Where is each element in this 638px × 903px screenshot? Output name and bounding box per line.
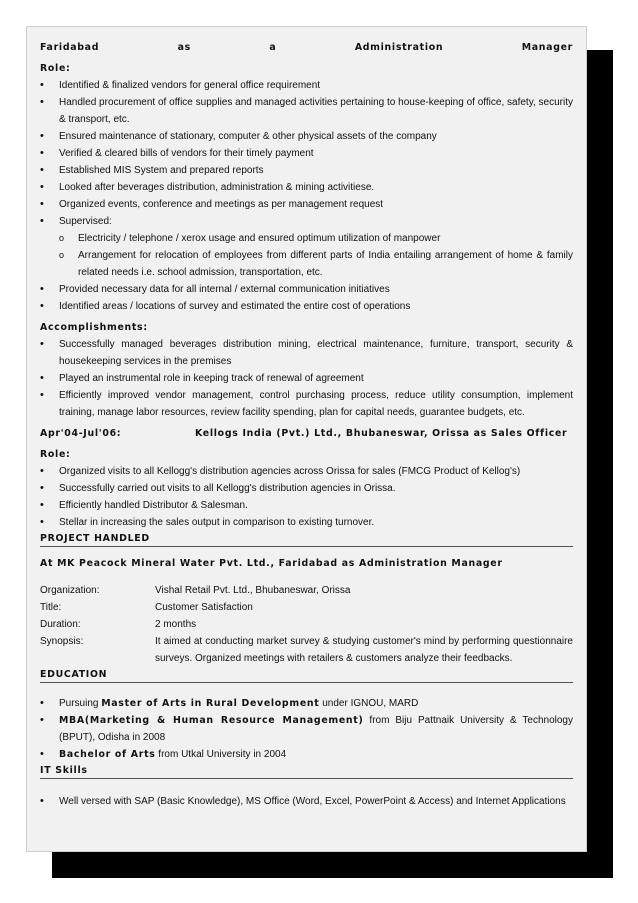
job2-period: Apr'04-Jul'06: [40,428,122,439]
job2-company: Kellogs India (Pvt.) Ltd., Bhubaneswar, Orissa as Sales Officer [195,428,568,439]
sub-list-item: o Arrangement for relocation of employees from different parts of India entailing arrangement of home & family related needs i.e. school admission, transportation, etc. [59,247,573,281]
education-item [40,746,573,763]
project-row [40,616,573,633]
education-degree: Bachelor of Arts [59,749,156,760]
project-row-key: Organization: [40,585,100,596]
job-header-word: a [269,42,277,53]
education-list [40,695,573,763]
role-heading: Role: [40,63,71,74]
project-row [40,633,573,667]
project-row-key: Title: [40,602,62,613]
education-item-detail: from Biju Pattnaik University & Technology (BPUT), Odisha in 2008 [59,715,573,743]
project-row [40,582,573,599]
list-item: • Efficiently improved vendor management, control purchasing process, reduce utility consumption, implement training, manage labor resources, review facility spending, plan for capital needs, guarantee budgets, etc. [40,387,573,421]
job-header-word: as [177,42,191,53]
it-skills-section-heading: IT Skills [40,763,573,779]
education-section-heading: EDUCATION [40,667,573,683]
list-item: • Stellar in increasing the sales output in comparison to existing turnover. [40,514,573,531]
project-row-value: Customer Satisfaction [155,602,253,613]
role-list [40,77,573,315]
project-row-value: It aimed at conducting market survey & studying customer's mind by performing questionnaire surveys. Organized meetings with retailers & customers analyze their feedbacks. [155,636,573,664]
job2-header [40,425,573,442]
job-header-word: Administration [354,42,444,53]
project-row-key: Synopsis: [40,636,84,647]
accomplishments-heading: Accomplishments: [40,322,148,333]
project-row [40,599,573,616]
education-item-detail: under IGNOU, MARD [319,698,419,709]
list-item: • Played an instrumental role in keeping track of renewal of agreement [40,370,573,387]
accomplishments-list [40,336,573,421]
list-item: • Provided necessary data for all internal / external communication initiatives [40,281,573,298]
project-details [40,582,573,667]
project-org-line: At MK Peacock Mineral Water Pvt. Ltd., Faridabad as Administration Manager [40,558,503,569]
list-item: • Well versed with SAP (Basic Knowledge), MS Office (Word, Excel, PowerPoint & Access) and Internet Applications [40,793,573,810]
list-item-label: Supervised: [59,216,112,227]
it-skills-list [40,793,573,810]
list-item: • Handled procurement of office supplies and managed activities pertaining to house-keeping of office, safety, security & transport, etc. [40,94,573,128]
list-item: • Established MIS System and prepared reports [40,162,573,179]
project-row-value: 2 months [155,619,197,630]
education-item-prefix: Pursuing [59,698,102,709]
job-header-word: Faridabad [40,42,100,53]
education-item-detail: from Utkal University in 2004 [155,749,287,760]
list-item: • Verified & cleared bills of vendors for their timely payment [40,145,573,162]
education-item [40,695,573,712]
job-header-word: Manager [521,42,573,53]
job-header [40,39,573,56]
project-section-heading: PROJECT HANDLED [40,531,573,547]
sub-list [59,230,573,281]
list-item: • Ensured maintenance of stationary, computer & other physical assets of the company [40,128,573,145]
sub-list-item: o Electricity / telephone / xerox usage and ensured optimum utilization of manpower [59,230,573,247]
list-item: • Successfully managed beverages distribution mining, electrical maintenance, furniture, transport, security & housekeeping services in the premises [40,336,573,370]
education-item [40,712,573,746]
role-heading: Role: [40,449,71,460]
list-item: • Successfully carried out visits to all Kellogg's distribution agencies in Orissa. [40,480,573,497]
list-item: • Efficiently handled Distributor & Salesman. [40,497,573,514]
list-item: • Identified areas / locations of survey and estimated the entire cost of operations [40,298,573,315]
project-row-value: Vishal Retail Pvt. Ltd., Bhubaneswar, Orissa [155,585,351,596]
role2-list [40,463,573,531]
list-item [40,213,573,281]
education-degree: MBA(Marketing & Human Resource Management) [59,715,364,726]
resume-page [26,26,587,852]
list-item: • Identified & finalized vendors for general office requirement [40,77,573,94]
education-degree: Master of Arts in Rural Development [101,698,320,709]
list-item: • Organized events, conference and meetings as per management request [40,196,573,213]
list-item: • Looked after beverages distribution, administration & mining activitiese. [40,179,573,196]
project-row-key: Duration: [40,619,81,630]
list-item: • Organized visits to all Kellogg's distribution agencies across Orissa for sales (FMCG Product of Kellog's) [40,463,573,480]
